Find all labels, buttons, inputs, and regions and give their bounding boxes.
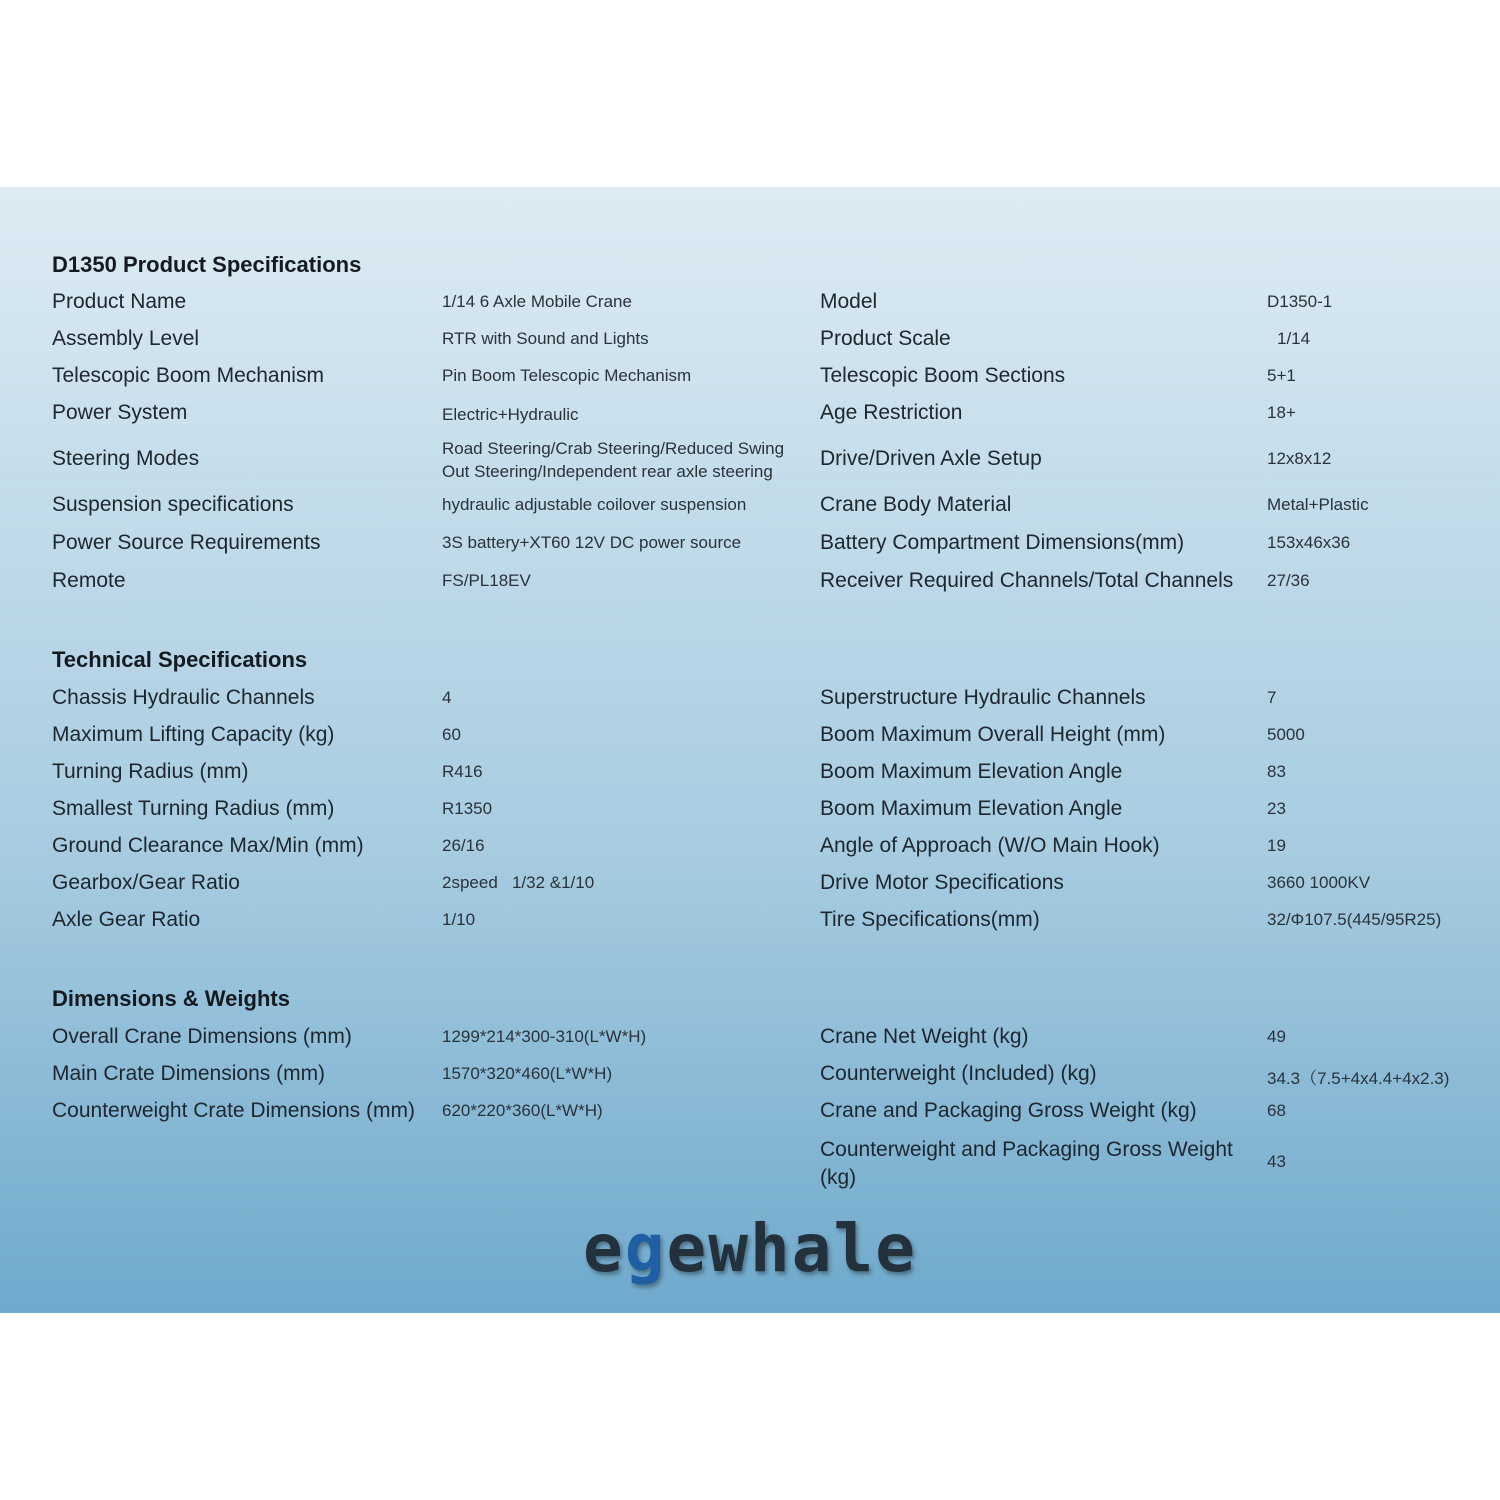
spec-panel: [0, 187, 1500, 1313]
spec-value: 43: [1267, 1152, 1286, 1171]
spec-value: 1/10: [442, 910, 476, 929]
spec-value: 26/16: [442, 836, 485, 855]
spec-value: 60: [442, 725, 461, 744]
spec-value: 49: [1267, 1027, 1286, 1046]
spec-value: 32/Φ107.5(445/95R25): [1267, 910, 1442, 929]
spec-value: 27/36: [1267, 571, 1310, 590]
spec-label: Boom Maximum Overall Height (mm): [820, 723, 1166, 746]
spec-label: Model: [820, 290, 878, 313]
spec-value: 23: [1267, 799, 1286, 818]
spec-value: 5000: [1267, 725, 1305, 744]
spec-label: Suspension specifications: [52, 493, 294, 516]
spec-label: Battery Compartment Dimensions(mm): [820, 531, 1185, 554]
spec-value: 68: [1267, 1101, 1286, 1120]
section-title-product: D1350 Product Specifications: [52, 252, 362, 277]
spec-label: Crane and Packaging Gross Weight (kg): [820, 1099, 1197, 1122]
spec-value: R416: [442, 762, 483, 781]
spec-value: 18+: [1267, 403, 1296, 422]
spec-label: Crane Body Material: [820, 493, 1012, 516]
spec-label: Drive/Driven Axle Setup: [820, 447, 1042, 470]
spec-label: Tire Specifications(mm): [820, 908, 1040, 931]
spec-label: Main Crate Dimensions (mm): [52, 1062, 326, 1085]
logo-text-part2: ewhale: [666, 1210, 917, 1287]
spec-label: Drive Motor Specifications: [820, 871, 1064, 894]
spec-label: Counterweight and Packaging Gross Weight (kg): [820, 1138, 1233, 1189]
spec-value: D1350-1: [1267, 292, 1333, 311]
spec-value: Electric+Hydraulic: [442, 405, 579, 424]
brand-logo: [0, 1210, 1500, 1287]
spec-label: Counterweight (Included) (kg): [820, 1062, 1097, 1085]
spec-value: 4: [442, 688, 452, 707]
spec-label: Boom Maximum Elevation Angle: [820, 797, 1123, 820]
spec-value: 153x46x36: [1267, 533, 1351, 552]
spec-label: Assembly Level: [52, 327, 200, 350]
spec-value: 7: [1267, 688, 1277, 707]
spec-value: 12x8x12: [1267, 449, 1332, 468]
spec-label: Ground Clearance Max/Min (mm): [52, 834, 364, 857]
spec-label: Boom Maximum Elevation Angle: [820, 760, 1123, 783]
spec-value: 19: [1267, 836, 1286, 855]
spec-value: FS/PL18EV: [442, 571, 531, 590]
spec-label: Maximum Lifting Capacity (kg): [52, 723, 335, 746]
spec-label: Telescopic Boom Sections: [820, 364, 1066, 387]
spec-value: 1/14 6 Axle Mobile Crane: [442, 292, 632, 311]
spec-value: 83: [1267, 762, 1286, 781]
spec-value: 2speed 1/32 &1/10: [442, 873, 595, 892]
spec-label: Superstructure Hydraulic Channels: [820, 686, 1146, 709]
spec-label: Axle Gear Ratio: [52, 908, 201, 931]
spec-value: R1350: [442, 799, 493, 818]
spec-value: 34.3（7.5+4x4.4+4x2.3): [1267, 1069, 1450, 1088]
spec-label: Power System: [52, 401, 188, 424]
spec-value: 1/14: [1277, 329, 1311, 348]
spec-value: 1299*214*300-310(L*W*H): [442, 1027, 647, 1046]
spec-value: hydraulic adjustable coilover suspension: [442, 495, 747, 514]
spec-label: Crane Net Weight (kg): [820, 1025, 1029, 1048]
spec-label: Angle of Approach (W/O Main Hook): [820, 834, 1160, 857]
spec-label: Smallest Turning Radius (mm): [52, 797, 335, 820]
spec-value: Road Steering/Crab Steering/Reduced Swing Out Steering/Independent rear axle steering: [442, 439, 785, 481]
spec-label: Steering Modes: [52, 447, 200, 470]
spec-label: Remote: [52, 569, 126, 592]
spec-label: Chassis Hydraulic Channels: [52, 686, 315, 709]
spec-label: Gearbox/Gear Ratio: [52, 871, 240, 894]
logo-text-accent: g: [624, 1210, 667, 1287]
spec-label: Counterweight Crate Dimensions (mm): [52, 1099, 415, 1122]
spec-label: Overall Crane Dimensions (mm): [52, 1025, 352, 1048]
section-title-dimensions: Dimensions & Weights: [52, 986, 290, 1011]
section-title-technical: Technical Specifications: [52, 647, 308, 672]
spec-value: 620*220*360(L*W*H): [442, 1101, 603, 1120]
spec-value: Metal+Plastic: [1267, 495, 1369, 514]
spec-value: 3660 1000KV: [1267, 873, 1371, 892]
spec-label: Turning Radius (mm): [52, 760, 249, 783]
spec-value: Pin Boom Telescopic Mechanism: [442, 366, 692, 385]
spec-label: Receiver Required Channels/Total Channels: [820, 569, 1234, 592]
spec-value: 5+1: [1267, 366, 1296, 385]
logo-text-part1: e: [583, 1210, 625, 1287]
spec-value: 1570*320*460(L*W*H): [442, 1064, 613, 1083]
spec-label: Power Source Requirements: [52, 531, 321, 554]
spec-value: 3S battery+XT60 12V DC power source: [442, 533, 742, 552]
spec-label: Age Restriction: [820, 401, 963, 424]
spec-value: RTR with Sound and Lights: [442, 329, 649, 348]
spec-label: Product Name: [52, 290, 187, 313]
spec-label: Product Scale: [820, 327, 951, 350]
spec-label: Telescopic Boom Mechanism: [52, 364, 324, 387]
